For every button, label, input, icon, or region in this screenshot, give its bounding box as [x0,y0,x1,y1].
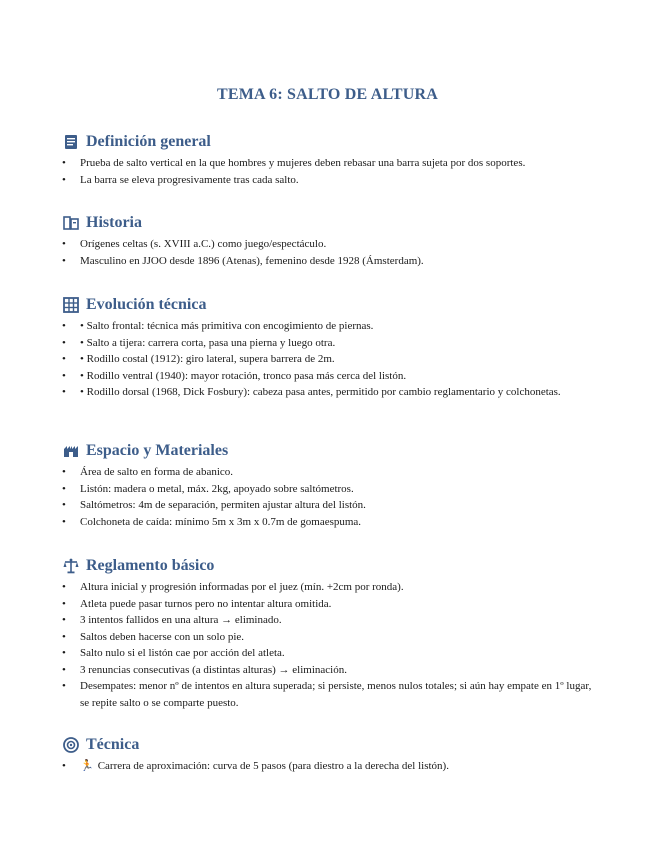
section-espacio [62,440,602,530]
list-item: • • Salto a tijera: carrera corta, pasa una pierna y luego otra. [62,335,602,352]
scales-icon [62,557,80,575]
bullet-list [62,758,602,775]
section-evolucion [62,294,602,401]
list-item: • La barra se eleva progresivamente tras cada salto. [62,172,602,189]
list-item: • Listón: madera o metal, máx. 2kg, apoyado sobre saltómetros. [62,481,602,498]
list-item: • • Rodillo dorsal (1968, Dick Fosbury): cabeza pasa antes, permitido por cambio reglamentario y colchonetas. [62,384,602,401]
section-title: Evolución técnica [86,296,207,313]
list-item: • • Salto frontal: técnica más primitiva con encogimiento de piernas. [62,318,602,335]
grid-icon [62,296,80,314]
list-item: • Salto nulo si el listón cae por acción del atleta. [62,645,602,662]
list-item-text: Carrera de aproximación: curva de 5 pasos (para diestro a la derecha del listón). [97,760,449,772]
list-item: • Prueba de salto vertical en la que hombres y mujeres deben rebasar una barra sujeta por dos soportes. [62,155,602,172]
document-title: TEMA 6: SALTO DE ALTURA [217,86,438,103]
section-title: Historia [86,214,142,231]
running-person-icon: 🏃 [80,760,94,772]
list-item: • • Rodillo ventral (1940): mayor rotación, tronco pasa más cerca del listón. [62,368,602,385]
list-item: • Saltos deben hacerse con un solo pie. [62,629,602,646]
list-item: • Orígenes celtas (s. XVIII a.C.) como juego/espectáculo. [62,236,602,253]
section-reglamento [62,555,602,711]
section-historia [62,212,602,269]
list-item: • 3 renuncias consecutivas (a distintas alturas) → eliminación. [62,662,602,679]
list-item [62,758,602,775]
bullet-list [62,236,602,269]
section-heading [62,734,602,756]
list-item: • Atleta puede pasar turnos pero no intentar altura omitida. [62,596,602,613]
section-title: Reglamento básico [86,557,215,574]
list-item: • Área de salto en forma de abanico. [62,464,602,481]
section-title: Técnica [86,736,140,753]
section-tecnica [62,734,602,775]
books-icon [62,214,80,232]
section-heading [62,212,602,234]
scroll-icon [62,133,80,151]
stadium-icon [62,442,80,460]
section-definicion [62,131,602,188]
bullet-list [62,318,602,401]
bullet-list [62,155,602,188]
list-item: • • Rodillo costal (1912): giro lateral, supera barrera de 2m. [62,351,602,368]
section-heading [62,555,602,577]
list-item: • Desempates: menor nº de intentos en altura superada; si persiste, menos nulos totales; si aún hay empate en 1º lugar, se repite salto o se comparte puesto. [62,678,602,711]
list-item: • Colchoneta de caída: mínimo 5m x 3m x 0.7m de gomaespuma. [62,514,602,531]
section-heading [62,131,602,153]
target-icon [62,736,80,754]
list-item: • Masculino en JJOO desde 1896 (Atenas), femenino desde 1928 (Ámsterdam). [62,253,602,270]
section-heading [62,294,602,316]
list-item: • Altura inicial y progresión informadas por el juez (mín. +2cm por ronda). [62,579,602,596]
section-title: Espacio y Materiales [86,442,229,459]
bullet-list [62,579,602,711]
section-title: Definición general [86,133,211,150]
bullet-list [62,464,602,530]
list-item: • Saltómetros: 4m de separación, permiten ajustar altura del listón. [62,497,602,514]
list-item: • 3 intentos fallidos en una altura → eliminado. [62,612,602,629]
section-heading [62,440,602,462]
